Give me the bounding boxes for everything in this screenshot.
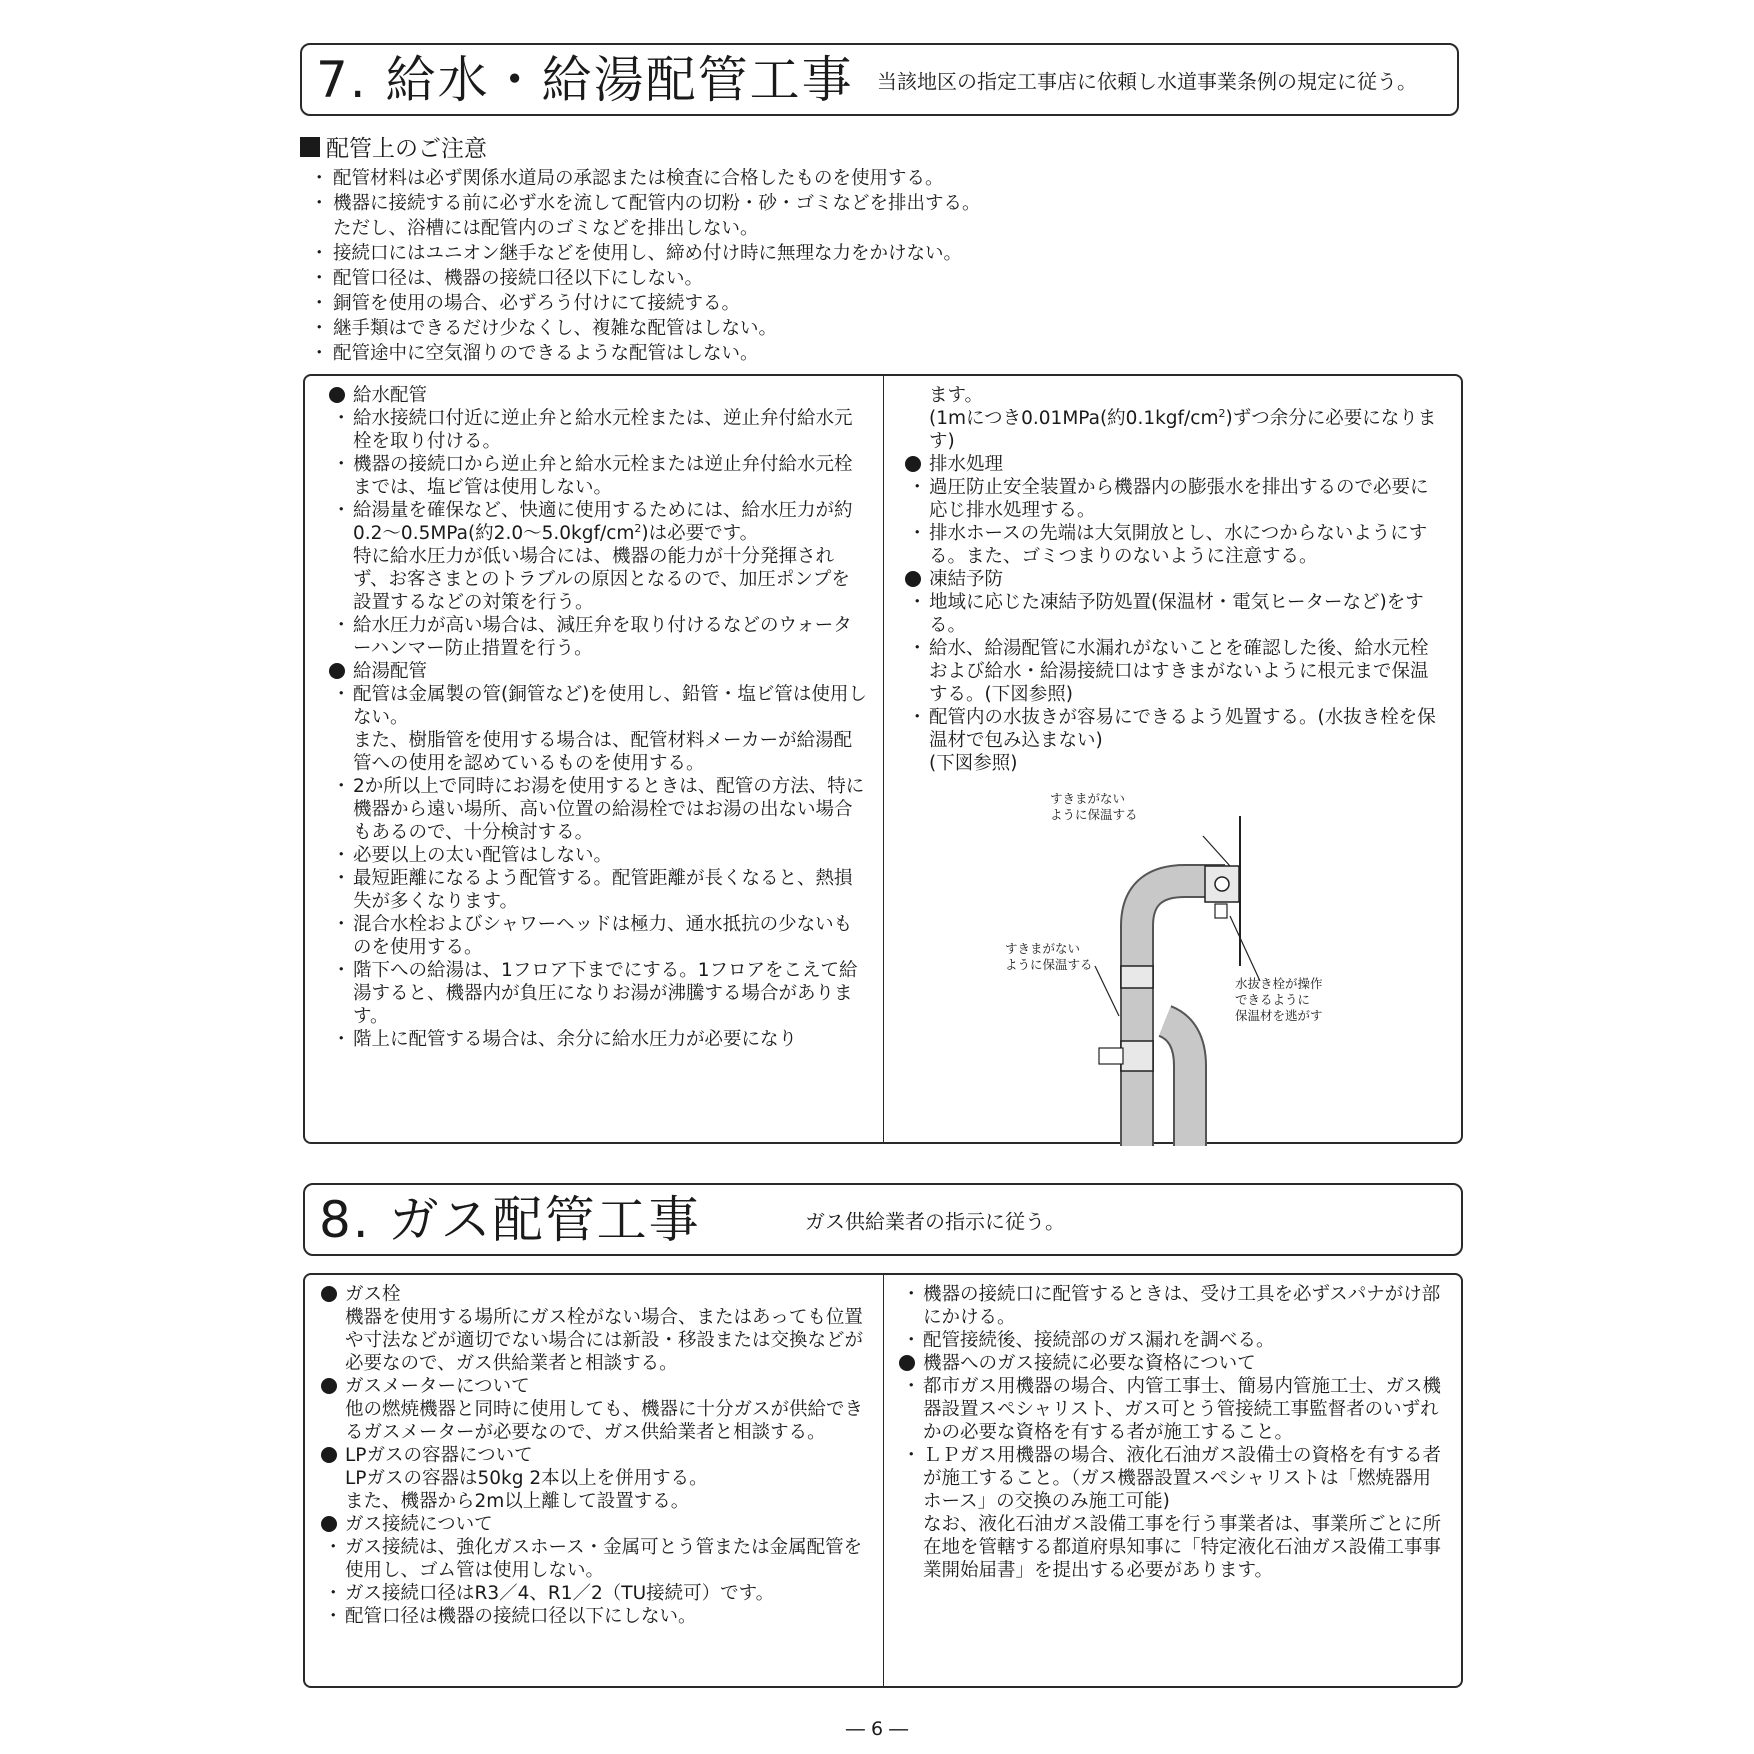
list-item: ・ 機器の接続口から逆止弁と給水元栓または逆止弁付給水元栓までは、塩ビ管は使用しない。	[332, 454, 853, 498]
section7-header	[300, 43, 1459, 116]
figure-label-left: すきまがない ように保温する	[1005, 941, 1093, 972]
list-item: ・ 地域に応じた凍結予防処置(保温材・電気ヒーターなど)をする。	[908, 592, 1424, 636]
bullet-dot-icon	[321, 1378, 337, 1394]
section8-left-column	[319, 1283, 869, 1628]
piping-cautions	[300, 130, 1200, 366]
section8-content-box	[303, 1273, 1463, 1688]
list-item: ・ 接続口にはユニオン継手などを使用し、締め付け時に無理な力をかけない。	[310, 243, 963, 264]
list-item: ・ 混合水栓およびシャワーヘッドは極力、通水抵抗の少ないものを使用する。	[332, 914, 853, 958]
qualification-heading: 機器へのガス接続に必要な資格について	[897, 1352, 1449, 1375]
list-item: ・ 継手類はできるだけ少なくし、複雑な配管はしない。	[310, 318, 778, 339]
section8-right-column	[897, 1283, 1449, 1582]
list-item: ・ ガス接続は、強化ガスホース・金属可とう管または金属配管を使用し、ゴム管は使用しない。	[324, 1537, 863, 1581]
list-item: ・ 給水接続口付近に逆止弁と給水元栓または、逆止弁付給水元栓を取り付ける。	[332, 408, 853, 452]
paragraph: なお、液化石油ガス設備工事を行う事業者は、事業所ごとに所在地を管轄する都道府県知事に「特定液化石油ガス設備工事事業開始届書」を提出する必要があります。	[923, 1514, 1442, 1581]
list-item: ・ ガス接続口径はR3／4、R1／2（TU接続可）です。	[324, 1583, 775, 1604]
list-item: ・ 配管口径は機器の接続口径以下にしない。	[324, 1606, 697, 1627]
list-item: ・ 配管途中に空気溜りのできるような配管はしない。	[310, 343, 759, 364]
list-item: ・ 排水ホースの先端は大気開放とし、水につからないようにする。また、ゴミつまりのないように注意する。	[908, 523, 1428, 567]
column-divider	[883, 1275, 884, 1686]
list-item: ・ 機器に接続する前に必ず水を流して配管内の切粉・砂・ゴミなどを排出する。 ただし、浴槽には配管内のゴミなどを排出しない。	[310, 193, 981, 239]
freeze-heading: 凍結予防	[903, 568, 1443, 591]
paragraph: 他の燃焼機器と同時に使用しても、機器に十分ガスが供給できるガスメーターが必要なので、ガス供給業者と相談する。	[345, 1399, 864, 1443]
bullet-dot-icon	[329, 663, 345, 679]
section8-header	[303, 1183, 1463, 1256]
list-item: ・ 機器の接続口に配管するときは、受け工具を必ずスパナがけ部にかける。	[902, 1284, 1441, 1328]
list-item: ・ 銅管を使用の場合、必ずろう付けにて接続する。	[310, 293, 741, 314]
list-item: ・ 配管は金属製の管(銅管など)を使用し、鉛管・塩ビ管は使用しない。	[332, 684, 867, 728]
section8-title: 8. ガス配管工事	[319, 1190, 701, 1249]
gas-connection-heading: ガス接続について	[319, 1513, 869, 1536]
list-item: ・ 配管材料は必ず関係水道局の承認または検査に合格したものを使用する。	[310, 168, 944, 189]
list-item: ・ 給水、給湯配管に水漏れがないことを確認した後、給水元栓および給水・給湯接続口はすきまがないように根元まで保温する。(下図参照)	[908, 638, 1429, 705]
bullet-dot-icon	[321, 1286, 337, 1302]
paragraph: 特に給水圧力が低い場合には、機器の能力が十分発揮されず、お客さまとのトラブルの原因となるので、加圧ポンプを設置するなどの対策を行う。	[353, 546, 850, 613]
list-item: ・ 配管接続後、接続部のガス漏れを調べる。	[902, 1330, 1275, 1351]
cautions-heading: 配管上のご注意	[300, 130, 1200, 163]
lp-gas-heading: LPガスの容器について	[319, 1444, 869, 1467]
gas-meter-heading: ガスメーターについて	[319, 1375, 869, 1398]
gas-cock-heading: ガス栓	[319, 1283, 869, 1306]
figure-label-top: すきまがない ように保温する	[1050, 791, 1138, 822]
paragraph: また、樹脂管を使用する場合は、配管材料メーカーが給湯配管への使用を認めているものを使用する。	[353, 730, 853, 774]
bullet-dot-icon	[321, 1447, 337, 1463]
bullet-dot-icon	[899, 1355, 915, 1371]
section7-left-column	[327, 384, 867, 1051]
list-item: ・ 都市ガス用機器の場合、内管工事士、簡易内管施工士、ガス機器設置スペシャリスト、ガス可とう管接続工事監督者のいずれかの必要な資格を有する者が施工すること。	[902, 1376, 1442, 1443]
list-item: ・ 給水圧力が高い場合は、減圧弁を取り付けるなどのウォーターハンマー防止措置を行う。	[332, 615, 852, 659]
figure-label-drain-valve: 水抜き栓が操作 できるように 保温材を逃がす	[1235, 976, 1323, 1023]
list-item: ・ 配管口径は、機器の接続口径以下にしない。	[310, 268, 704, 289]
section7-title: 7. 給水・給湯配管工事	[316, 50, 854, 109]
list-item: ・ 過圧防止安全装置から機器内の膨張水を排出するので必要に応じ排水処理する。	[908, 477, 1429, 521]
paragraph: (下図参照)	[929, 753, 1018, 774]
bullet-dot-icon	[321, 1516, 337, 1532]
bullet-dot-icon	[905, 571, 921, 587]
list-item: ・ 配管内の水抜きが容易にできるよう処置する。(水抜き栓を保温材で包み込まない)	[908, 707, 1436, 751]
section7-right-column	[903, 384, 1443, 775]
square-bullet-icon	[300, 137, 320, 157]
paragraph: 機器を使用する場所にガス栓がない場合、またはあっても位置や寸法などが適切でない場合には新設・移設または交換などが必要なので、ガス供給業者と相談する。	[345, 1307, 864, 1374]
paragraph: また、機器から2m以上離して設置する。	[345, 1491, 690, 1512]
supply-heading: 給水配管	[327, 384, 867, 407]
page-number: ― 6 ―	[845, 1718, 909, 1740]
bullet-dot-icon	[905, 456, 921, 472]
list-item: ・ 階下への給湯は、1フロア下までにする。1フロアをこえて給湯すると、機器内が負圧になりお湯が沸騰する場合があります。	[332, 960, 858, 1027]
section8-subtitle: ガス供給業者の指示に従う。	[805, 1209, 1065, 1233]
list-item: ・ 階上に配管する場合は、余分に給水圧力が必要になり	[332, 1029, 798, 1050]
section7-subtitle: 当該地区の指定工事店に依頼し水道事業条例の規定に従う。	[877, 69, 1417, 93]
column-divider	[883, 376, 884, 1142]
bullet-dot-icon	[329, 387, 345, 403]
list-item: ・ 給湯量を確保など、快適に使用するためには、給水圧力が約0.2～0.5MPa(約$2.0\sim 5.0kgf/cm^2$)は必要です。	[332, 500, 853, 544]
paragraph: LPガスの容器は50kg 2本以上を併用する。	[345, 1468, 708, 1489]
drain-heading: 排水処理	[903, 453, 1443, 476]
list-item: ・ 最短距離になるよう配管する。配管距離が長くなると、熱損失が多くなります。	[332, 868, 853, 912]
paragraph: (1mにつき0.01MPa(約$0.1kgf/cm^2$)ずつ余分に必要になります)	[929, 406, 1437, 452]
cautions-list	[300, 166, 1200, 366]
list-item: ・ ＬＰガス用機器の場合、液化石油ガス設備士の資格を有する者が施工すること。（ガス機器設置スペシャリストは「燃焼器用ホース」の交換のみ施工可能)	[902, 1445, 1442, 1512]
hot-water-heading: 給湯配管	[327, 660, 867, 683]
section7-content-box	[303, 374, 1463, 1144]
list-item: ・ 2か所以上で同時にお湯を使用するときは、配管の方法、特に機器から遠い場所、高い位置の給湯栓ではお湯の出ない場合もあるので、十分検討する。	[332, 776, 865, 843]
paragraph: ます。	[929, 385, 984, 406]
list-item: ・ 必要以上の太い配管はしない。	[332, 845, 613, 866]
